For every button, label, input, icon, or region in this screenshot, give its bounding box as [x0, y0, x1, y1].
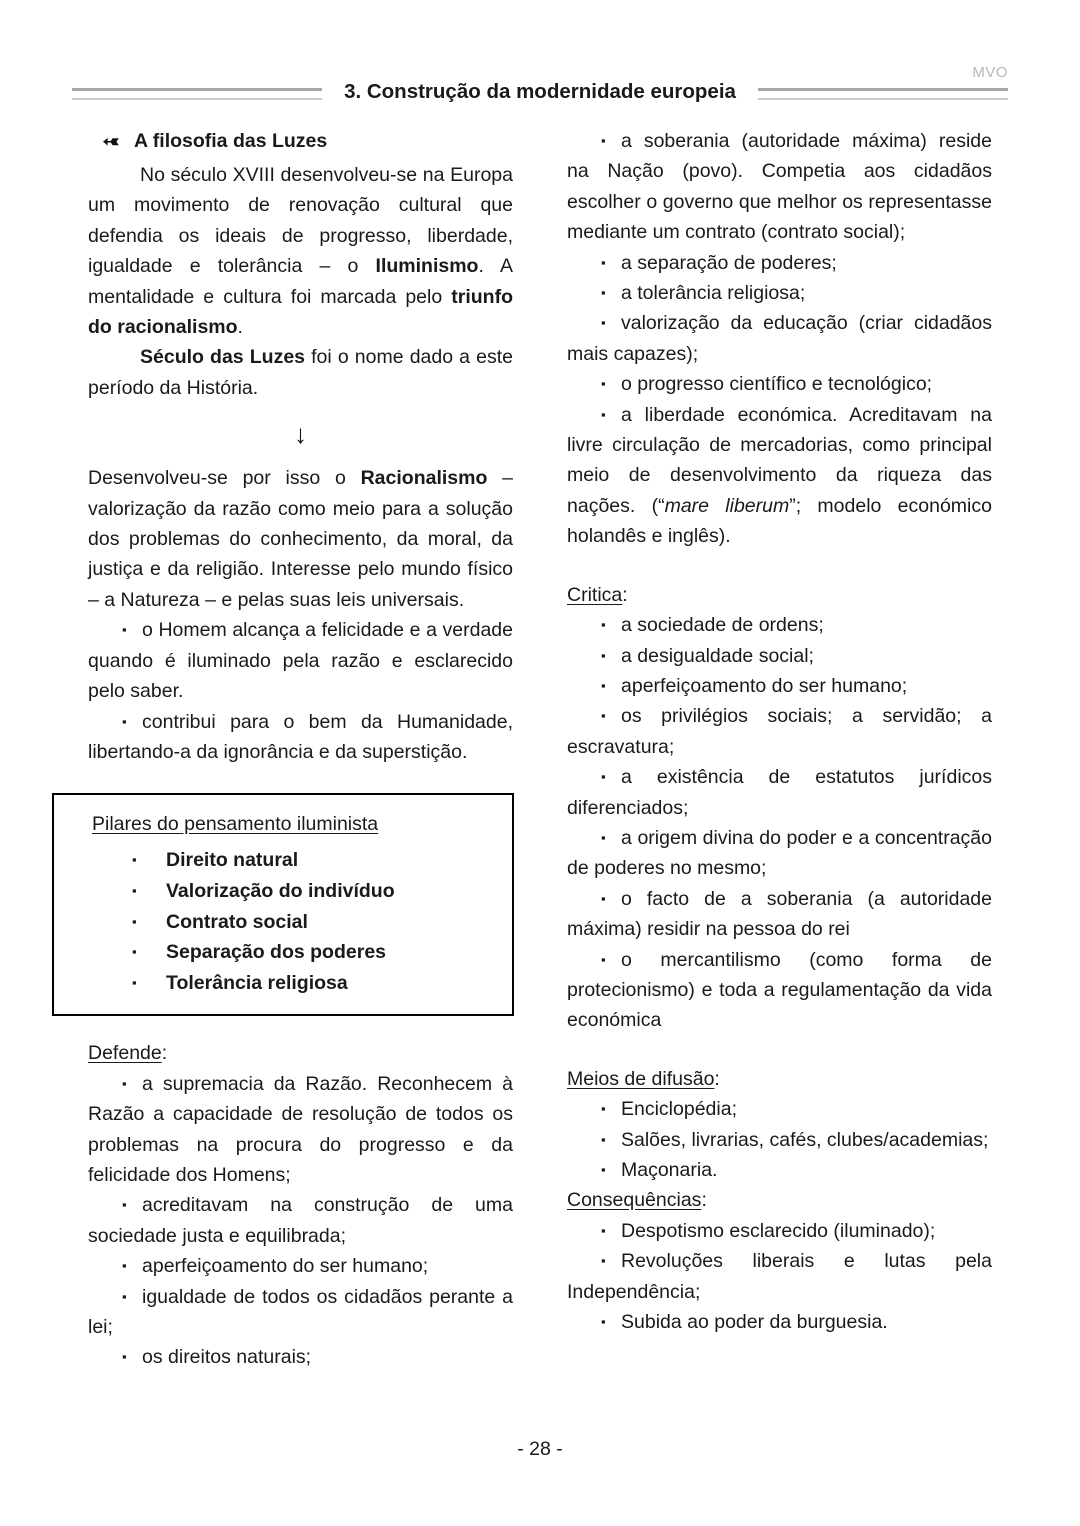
list-item-text: a tolerância religiosa; [621, 282, 806, 305]
list-item-text: o mercantilismo (como forma de protecionismo) e toda a regulamentação da vida económica [567, 948, 992, 1032]
list-item [88, 1069, 513, 1191]
list-item: ▪ Contrato social [132, 907, 512, 938]
list-item [567, 248, 992, 278]
square-bullet-icon [88, 615, 142, 645]
meios-colon: : [714, 1067, 720, 1090]
list-item: ▪ Valorização do indivíduo [132, 876, 512, 907]
list-item [567, 1216, 992, 1246]
defende-colon: : [161, 1042, 168, 1065]
list-item-text: os direitos naturais; [142, 1346, 312, 1369]
header-rule-left [72, 88, 322, 100]
square-bullet-icon [567, 308, 621, 338]
square-bullet-icon [567, 762, 621, 792]
square-bullet-icon [567, 369, 621, 399]
list-item-text: valorização da educação (criar cidadãos mais capazes); [567, 312, 992, 365]
square-bullet-icon [567, 641, 621, 671]
list-item [567, 762, 992, 823]
list-item-text: a origem divina do poder e a concentração de poderes no mesmo; [567, 826, 992, 880]
header-title-row [72, 80, 1008, 105]
critica-label: Critica [567, 583, 623, 606]
meios-label: Meios de difusão [567, 1067, 715, 1090]
list-item-text: Enciclopédia; [621, 1098, 737, 1121]
square-bullet-icon [567, 671, 621, 701]
list-item [567, 1307, 992, 1337]
list-item-text: a supremacia da Razão. Reconhecem à Razão a capacidade de resolução de todos os problemas na procura do progresso e da felicidade dos Homens; [88, 1072, 513, 1186]
list-item [88, 1251, 513, 1281]
list-item-text: aperfeiçoamento do ser humano; [142, 1255, 429, 1278]
list-item-text: Salões, livrarias, cafés, clubes/academias; [621, 1128, 989, 1151]
list-item-text: Maçonaria. [621, 1159, 718, 1181]
critica-colon: : [622, 583, 628, 606]
para-text: . [237, 316, 243, 339]
square-bullet-icon [567, 823, 621, 853]
paragraph-racionalismo [88, 463, 513, 615]
square-bullet-icon [567, 1307, 621, 1337]
consequencias-colon: : [701, 1189, 707, 1212]
list-item [88, 707, 513, 768]
list-item: ▪ Direito natural [132, 845, 512, 876]
square-bullet-icon [567, 884, 621, 914]
list-item-text: contribui para o bem da Humanidade, libertando-a da ignorância e da superstição. [88, 710, 513, 763]
list-item [567, 671, 992, 701]
square-bullet-icon [567, 701, 621, 731]
list-item [567, 610, 992, 640]
pillars-list [54, 845, 512, 998]
list-item: ▪ Tolerância religiosa [132, 968, 512, 999]
curved-arrow-dingbat-icon: ➳ [102, 131, 120, 153]
list-item [567, 369, 992, 399]
list-item-text: Subida ao poder da burguesia. [621, 1311, 888, 1334]
list-item [88, 1190, 513, 1251]
list-item-text: Revoluções liberais e lutas pela Independência; [567, 1250, 992, 1303]
list-item [567, 884, 992, 945]
critica-heading [567, 580, 992, 610]
list-item-text: acreditavam na construção de uma sociedade justa e equilibrada; [88, 1194, 513, 1247]
list-item-text: Despotismo esclarecido (iluminado); [621, 1219, 936, 1242]
square-bullet-icon [88, 1342, 142, 1372]
para-emphasis-seculo: Século das Luzes [140, 346, 306, 369]
pillars-box-title: Pilares do pensamento iluminista [92, 813, 379, 836]
square-bullet-icon [567, 1094, 621, 1124]
page-footer [0, 1438, 1080, 1461]
list-item-text: aperfeiçoamento do ser humano; [621, 674, 908, 697]
para-emphasis-iluminismo: Iluminismo [375, 255, 479, 278]
page-number: - 28 - [517, 1438, 563, 1460]
square-bullet-icon [567, 400, 621, 430]
list-item-text: a separação de poderes; [621, 251, 837, 274]
header-rule-right [758, 88, 1008, 100]
list-item-text: a liberdade económica. Acreditavam na livre circulação de mercadorias, como principal meio de desenvolvimento da riqueza das nações. (“ [567, 403, 992, 517]
para-text: Desenvolveu-se por isso o [88, 467, 361, 490]
defende-heading [88, 1038, 513, 1068]
consequencias-heading [567, 1185, 992, 1215]
paragraph-seculo-das-luzes [88, 342, 513, 403]
square-bullet-icon [567, 248, 621, 278]
list-item-text: a desigualdade social; [621, 644, 814, 667]
list-item [88, 1282, 513, 1343]
pillars-box [52, 793, 514, 1016]
list-item-text: o Homem alcança a felicidade e a verdade quando é iluminado pela razão e esclarecido pelo saber. [88, 619, 513, 703]
list-item-text: a soberania (autoridade máxima) reside na Nação (povo). Competia aos cidadãos escolher o governo que melhor os representasse mediante um contrato (contrato social); [567, 130, 992, 244]
square-bullet-icon [88, 1190, 142, 1220]
square-bullet-icon [567, 1125, 621, 1155]
square-bullet-icon [88, 1282, 142, 1312]
list-item-text: a sociedade de ordens; [621, 614, 824, 637]
square-bullet-icon [567, 1246, 621, 1276]
list-item [567, 308, 992, 369]
list-item [567, 945, 992, 1036]
list-item [88, 615, 513, 706]
consequencias-label: Consequências [567, 1189, 702, 1212]
list-item-text: a existência de estatutos jurídicos diferenciados; [567, 766, 992, 819]
meios-heading [567, 1064, 992, 1094]
list-item [567, 823, 992, 884]
spacer [567, 552, 992, 580]
square-bullet-icon [567, 1216, 621, 1246]
square-bullet-icon [567, 945, 621, 975]
list-item [567, 1094, 992, 1124]
list-item [567, 1246, 992, 1307]
list-item-text: ”; modelo económico holandês e inglês). [567, 494, 992, 548]
square-bullet-icon [88, 707, 142, 737]
section-heading-label: A filosofia das Luzes [134, 130, 328, 152]
list-item-emphasis-mare-liberum: mare liberum [664, 494, 790, 517]
list-item-text: igualdade de todos os cidadãos perante a lei; [88, 1285, 513, 1338]
para-text: – valorização da razão como meio para a solução dos problemas do conhecimento, da moral, da justiça e da religião. Interesse pelo mundo físico – a Natureza – e pelas suas leis universais. [88, 467, 514, 611]
list-item [567, 400, 992, 552]
para-emphasis-racionalismo: Racionalismo [360, 467, 488, 490]
list-item [567, 278, 992, 308]
list-item [567, 126, 992, 248]
header-watermark: MVO [972, 64, 1008, 81]
right-column [567, 126, 992, 1337]
square-bullet-icon [567, 1155, 621, 1185]
square-bullet-icon [88, 1251, 142, 1281]
paragraph-iluminismo [88, 160, 513, 342]
page-header [0, 58, 1080, 116]
square-bullet-icon [567, 610, 621, 640]
list-item [567, 641, 992, 671]
down-arrow-icon: ↓ [294, 419, 307, 450]
section-heading-filosofia-das-luzes [88, 126, 513, 156]
spacer [567, 1036, 992, 1064]
list-item [567, 1125, 992, 1155]
para-emphasis-triunfo: triunfo do racionalismo [88, 285, 513, 339]
para-text: foi o nome dado a este período da História. [88, 346, 513, 399]
page-title: 3. Construção da modernidade europeia [344, 80, 736, 103]
defende-label: Defende [88, 1042, 162, 1065]
para-text: . A mentalidade e cultura foi marcada pelo [88, 255, 513, 308]
square-bullet-icon [88, 1069, 142, 1099]
list-item-text: o progresso científico e tecnológico; [621, 373, 933, 396]
para-text: No século XVIII desenvolveu-se na Europa um movimento de renovação cultural que defendia os ideais de progresso, liberdade, igualdade e tolerância – o [88, 164, 513, 278]
list-item [567, 701, 992, 762]
left-column [88, 126, 513, 1373]
list-item-text: o facto de a soberania (a autoridade máxima) residir na pessoa do rei [567, 887, 992, 941]
list-item [88, 1342, 513, 1372]
list-item [567, 1155, 992, 1185]
square-bullet-icon [567, 278, 621, 308]
list-item-text: os privilégios sociais; a servidão; a escravatura; [567, 705, 992, 758]
square-bullet-icon [567, 126, 621, 156]
list-item: ▪ Separação dos poderes [132, 937, 512, 968]
